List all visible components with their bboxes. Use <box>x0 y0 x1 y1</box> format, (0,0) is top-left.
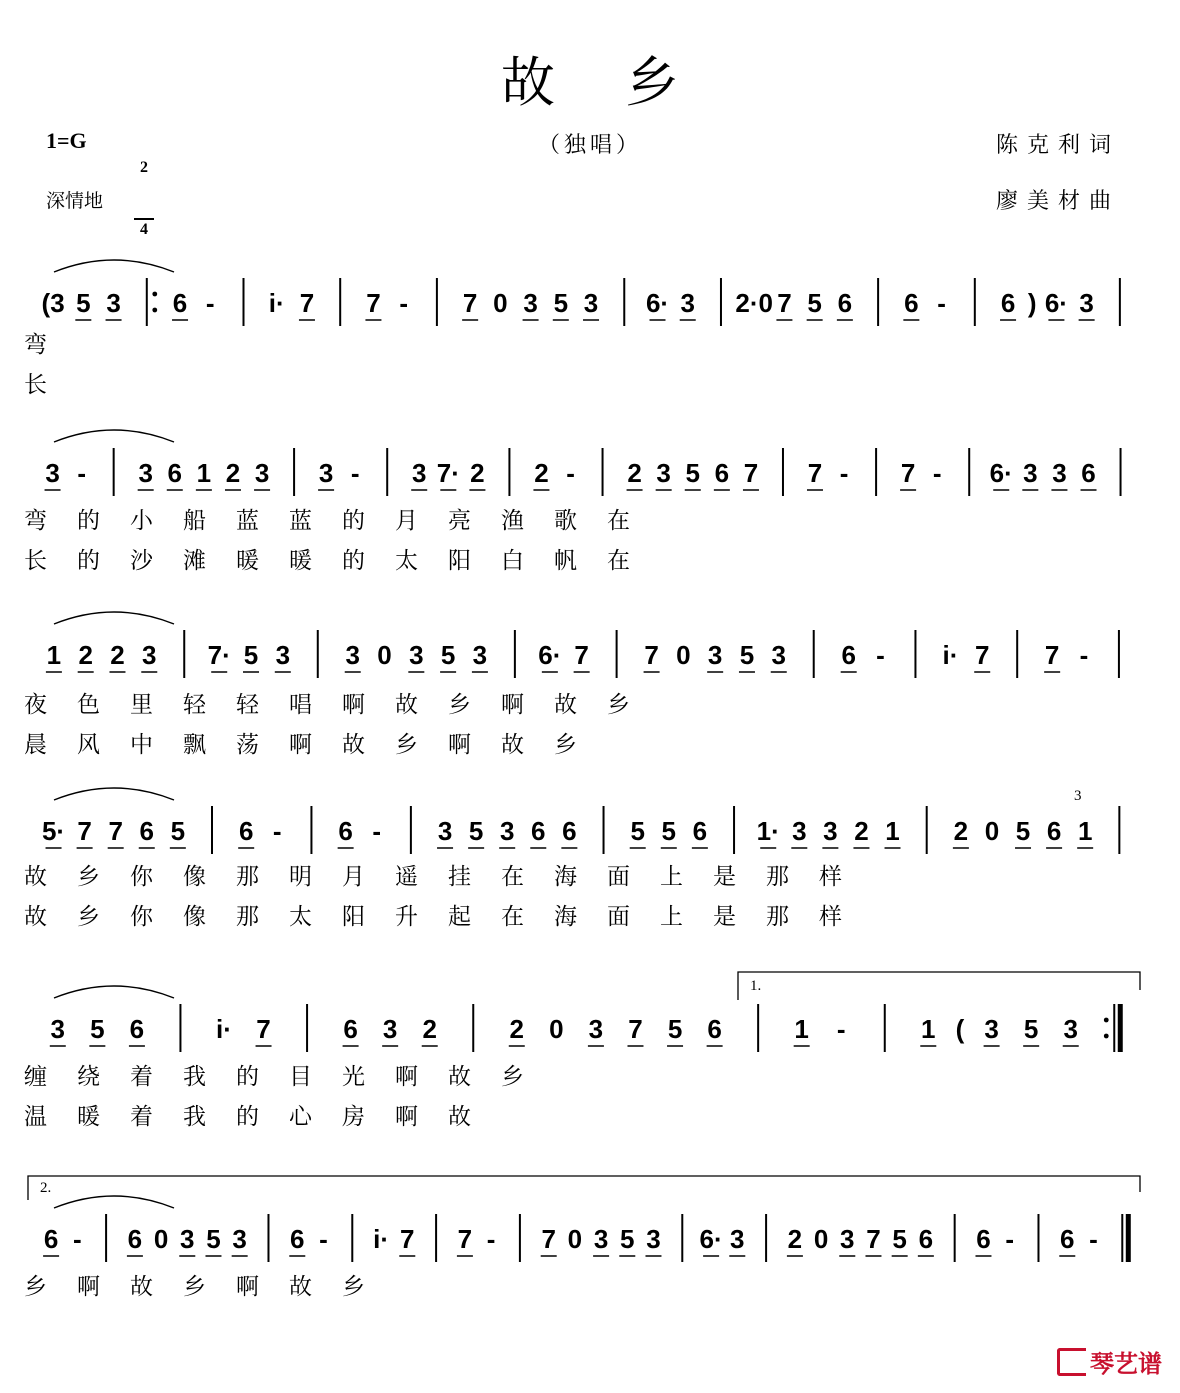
note: 3 <box>1063 1014 1078 1044</box>
note: 5 <box>630 816 645 846</box>
repeat-dot <box>1104 1018 1109 1023</box>
note: 3 <box>254 458 270 488</box>
note: 2 <box>470 458 485 488</box>
note: 7 <box>974 640 990 670</box>
lyric-verse-1: 乡啊故乡啊故乡 <box>24 1274 395 1300</box>
page-title: 故乡 <box>501 51 749 114</box>
note: 5 <box>1015 816 1031 846</box>
note: 0 <box>567 1224 583 1254</box>
note: 6· <box>645 288 670 318</box>
first-ending-bracket <box>738 972 1140 1000</box>
note: 0 <box>377 640 392 670</box>
note: 3 <box>1079 288 1094 318</box>
watermark-logo <box>1057 1344 1162 1379</box>
note: 0 <box>984 816 1000 846</box>
note: - <box>937 288 946 318</box>
note: 6 <box>238 816 254 846</box>
note: 5 <box>685 458 700 488</box>
note: 5 <box>661 816 677 846</box>
note: 1 <box>1077 816 1093 846</box>
note: i· <box>373 1224 390 1254</box>
note: 2·0 <box>735 288 773 318</box>
slur <box>54 430 174 442</box>
note: 6 <box>1000 288 1016 318</box>
note: 3 <box>138 458 153 488</box>
note: 7· <box>436 458 460 488</box>
note: 0 <box>813 1224 829 1254</box>
note: - <box>372 816 382 846</box>
note: 5 <box>892 1224 907 1254</box>
note: 3 <box>593 1224 609 1254</box>
note: 5 <box>807 288 822 318</box>
note: 5 <box>620 1224 635 1254</box>
note: 5 <box>440 640 456 670</box>
second-ending-label: 2. <box>40 1180 52 1196</box>
note: 6· <box>1044 288 1068 318</box>
note: 6 <box>904 288 919 318</box>
note: 3 <box>730 1224 745 1254</box>
key-signature: 1=G <box>46 128 87 153</box>
note: 6 <box>837 288 853 318</box>
note: 1· <box>756 816 780 846</box>
lyric-verse-1: 弯的小船蓝蓝的月亮渔歌在 <box>24 508 660 534</box>
performance-note: （独唱） <box>537 133 642 158</box>
note: 3 <box>106 288 121 318</box>
note: - <box>1089 1224 1098 1254</box>
note: 6 <box>167 458 183 488</box>
note: 7· <box>207 640 231 670</box>
repeat-dot <box>1104 1034 1109 1039</box>
note: 5 <box>206 1224 221 1254</box>
note: 2 <box>627 458 642 488</box>
note: 2 <box>78 640 93 670</box>
note: 7 <box>866 1224 881 1254</box>
note: 7 <box>743 458 759 488</box>
slur <box>54 612 174 624</box>
note: 5 <box>170 816 186 846</box>
note: 7 <box>366 288 381 318</box>
note: - <box>272 816 282 846</box>
second-ending-bracket <box>28 1176 1140 1200</box>
slur <box>54 788 174 800</box>
note: 7 <box>644 640 659 670</box>
note: 3 <box>984 1014 999 1044</box>
note: 5 <box>1023 1014 1039 1044</box>
note: 6· <box>699 1224 723 1254</box>
note: 7 <box>900 458 916 488</box>
note: - <box>1005 1224 1015 1254</box>
note: - <box>319 1224 328 1254</box>
note: 2 <box>110 640 125 670</box>
triplet-mark: 3 <box>1074 788 1082 804</box>
note: i· <box>942 640 959 670</box>
note: - <box>932 458 942 488</box>
note: 3 <box>382 1014 398 1044</box>
note: 2 <box>534 458 549 488</box>
note: 7 <box>1044 640 1060 670</box>
note: 3 <box>499 816 515 846</box>
note: 6 <box>139 816 154 846</box>
note: 3 <box>180 1224 195 1254</box>
note: 0 <box>493 288 508 318</box>
note: 6 <box>562 816 577 846</box>
note: 6 <box>707 1014 722 1044</box>
first-ending-label: 1. <box>750 978 762 994</box>
lyric-verse-1: 夜色里轻轻唱啊故乡啊故乡 <box>24 692 660 718</box>
note: 6 <box>290 1224 305 1254</box>
note: 1 <box>46 640 62 670</box>
note: 2 <box>225 458 241 488</box>
repeat-dot <box>152 292 157 297</box>
note: 3 <box>680 288 695 318</box>
note: - <box>876 640 885 670</box>
note: 6· <box>989 458 1013 488</box>
note: 5 <box>90 1014 105 1044</box>
note: - <box>399 288 408 318</box>
lyric-verse-2: 长 <box>24 372 77 398</box>
note: 1 <box>196 458 212 488</box>
note: 6 <box>1081 458 1096 488</box>
note: 3 <box>411 458 427 488</box>
note: 5 <box>667 1014 683 1044</box>
lyric-verse-1: 缠绕着我的目光啊故乡 <box>24 1064 554 1090</box>
note: 5 <box>243 640 259 670</box>
lyricist-credit: 陈克利词 <box>996 133 1121 158</box>
note: - <box>1079 640 1089 670</box>
note: 7 <box>108 816 123 846</box>
note: 7 <box>457 1224 473 1254</box>
lyric-verse-2: 故乡你像那太阳升起在海面上是那样 <box>24 904 872 930</box>
repeat-dot <box>152 308 157 313</box>
note: 3 <box>45 458 60 488</box>
note: 3 <box>646 1224 661 1254</box>
note: 3 <box>792 816 807 846</box>
slur <box>54 260 174 272</box>
note: 0 <box>676 640 691 670</box>
logo-mark-icon <box>1057 1348 1086 1376</box>
note: 3 <box>707 640 723 670</box>
note: 6 <box>841 640 856 670</box>
slur <box>54 986 174 998</box>
time-signature-bottom: 4 <box>134 218 154 240</box>
note: 3 <box>656 458 671 488</box>
note: 3 <box>437 816 453 846</box>
note: ) <box>1027 288 1037 318</box>
note: 7 <box>628 1014 643 1044</box>
note: 0 <box>549 1014 564 1044</box>
note: 6 <box>43 1224 59 1254</box>
note: - <box>72 1224 82 1254</box>
note: 7 <box>462 288 478 318</box>
note: 1 <box>885 816 900 846</box>
note: 3 <box>472 640 488 670</box>
note: 3 <box>275 640 291 670</box>
note: - <box>350 458 360 488</box>
note: 3 <box>523 288 538 318</box>
note: 7 <box>299 288 315 318</box>
note: 3 <box>232 1224 247 1254</box>
note: 2 <box>422 1014 437 1044</box>
note: 2 <box>787 1224 803 1254</box>
note: 6 <box>338 816 353 846</box>
lyric-verse-1: 弯 <box>24 332 77 358</box>
note: 7 <box>256 1014 271 1044</box>
slur <box>54 1196 174 1208</box>
note: 3 <box>823 816 838 846</box>
watermark-text: 琴艺谱 <box>1090 1350 1162 1378</box>
note: 3 <box>583 288 599 318</box>
note: 1 <box>794 1014 809 1044</box>
note: 6 <box>692 816 708 846</box>
note: 7 <box>807 458 823 488</box>
note: 6 <box>127 1224 143 1254</box>
note: (3 <box>41 288 65 318</box>
note: 6 <box>1060 1224 1075 1254</box>
note: 3 <box>1023 458 1038 488</box>
note: 6· <box>538 640 562 670</box>
note: 5 <box>76 288 91 318</box>
note: 5 <box>739 640 755 670</box>
lyric-verse-2: 晨风中飘荡啊故乡啊故乡 <box>24 732 607 758</box>
note: - <box>836 1014 846 1044</box>
note: - <box>486 1224 496 1254</box>
lyric-verse-1: 故乡你像那明月遥挂在海面上是那样 <box>24 864 872 890</box>
note: 6 <box>343 1014 358 1044</box>
note: 3 <box>1052 458 1067 488</box>
note: 7 <box>541 1224 556 1254</box>
note: 2 <box>509 1014 525 1044</box>
note: ( <box>955 1014 965 1044</box>
note: 3 <box>50 1014 66 1044</box>
time-signature-top: 2 <box>140 159 148 176</box>
composer-credit: 廖美材曲 <box>996 189 1121 214</box>
note: 3 <box>409 640 424 670</box>
note: - <box>566 458 575 488</box>
note: 6 <box>918 1224 934 1254</box>
lyric-verse-2: 长的沙滩暖暖的太阳白帆在 <box>24 548 660 574</box>
note: 3 <box>588 1014 604 1044</box>
note: 3 <box>142 640 157 670</box>
note: 2 <box>953 816 969 846</box>
note: i· <box>216 1014 232 1044</box>
expression-mark: 深情地 <box>46 190 104 212</box>
note: 0 <box>153 1224 169 1254</box>
note: 3 <box>840 1224 855 1254</box>
note: - <box>77 458 86 488</box>
note: 6 <box>172 288 188 318</box>
note: 2 <box>854 816 869 846</box>
note: 6 <box>1046 816 1062 846</box>
lyric-verse-2: 温暖着我的心房啊故 <box>24 1104 501 1130</box>
note: 3 <box>771 640 786 670</box>
note: 5 <box>468 816 484 846</box>
note: 6 <box>976 1224 991 1254</box>
note: 3 <box>345 640 360 670</box>
note: 7 <box>77 816 92 846</box>
note: 5 <box>553 288 569 318</box>
note: 6 <box>531 816 546 846</box>
note: - <box>205 288 215 318</box>
note: 7 <box>574 640 589 670</box>
note: 6 <box>714 458 730 488</box>
note: 3 <box>318 458 334 488</box>
note: 1 <box>921 1014 936 1044</box>
note: 7 <box>777 288 792 318</box>
note: 7 <box>400 1224 415 1254</box>
note: 6 <box>129 1014 145 1044</box>
note: 5· <box>41 816 66 846</box>
note: - <box>839 458 849 488</box>
note: i· <box>268 288 285 318</box>
